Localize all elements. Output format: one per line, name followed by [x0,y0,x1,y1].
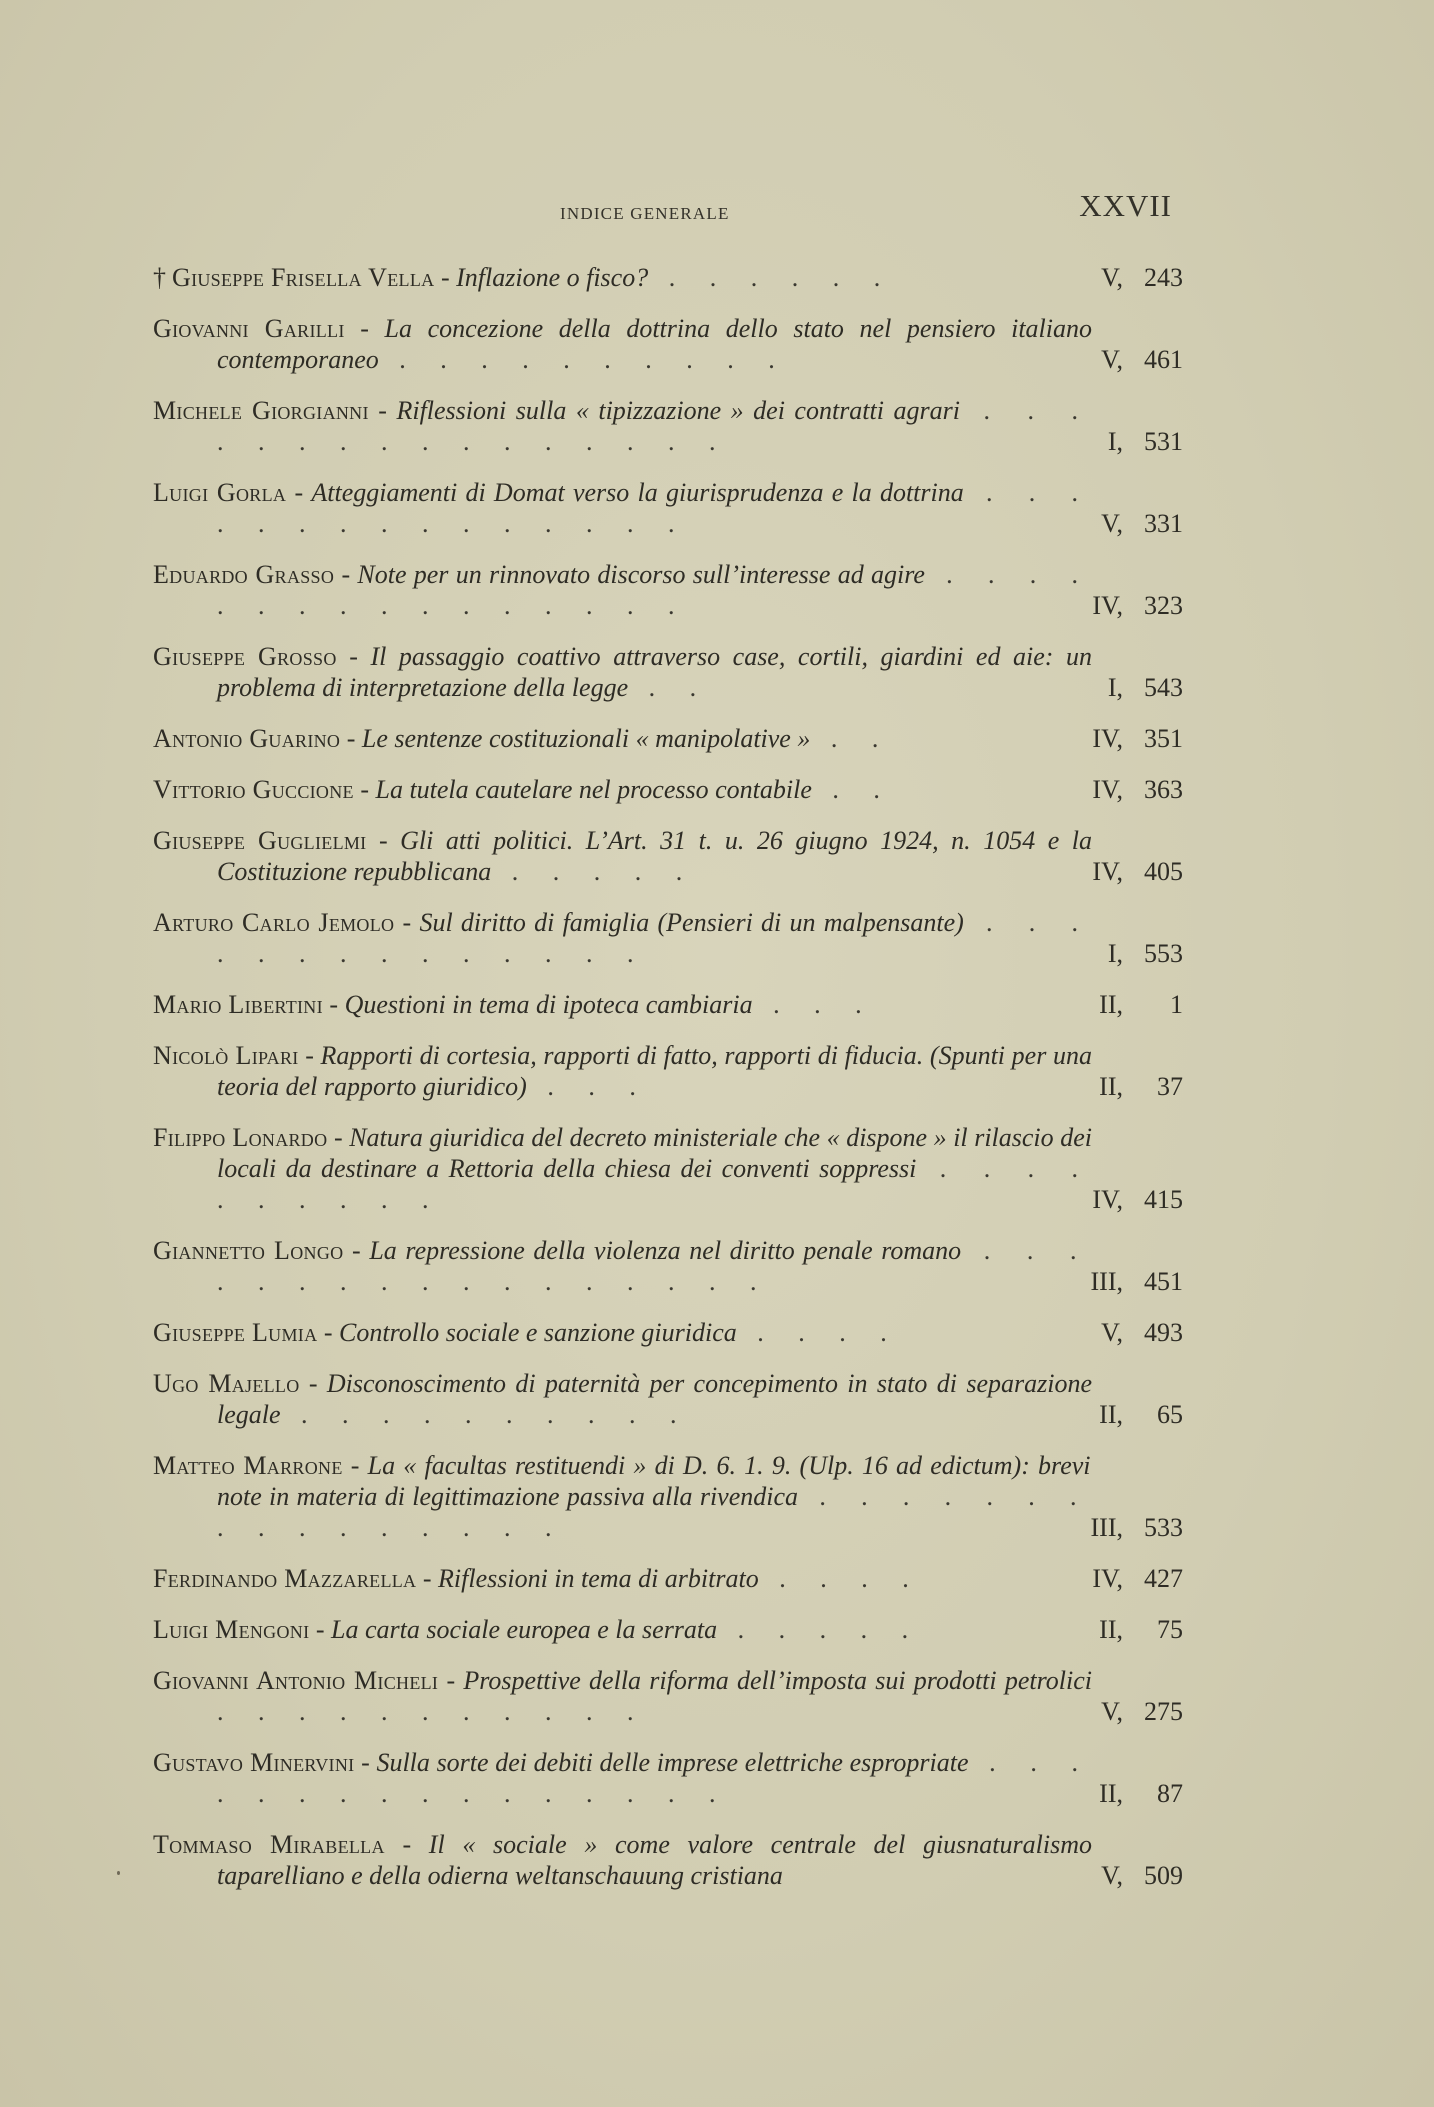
entry-title: La « facultas restituendi » di D. 6. 1. 9. (Ulp. 16 ad edictum): brevi note in materia di legittimazione passiva alla rivendica [217,1451,1091,1511]
entry-text [153,1317,1092,1348]
toc-entry [153,1829,1183,1891]
entry-text [153,1368,1092,1430]
entry-text [153,395,1092,457]
entry-reference [1092,1317,1183,1348]
volume-number: V, [1101,263,1123,292]
page-reference: 451 [1144,1267,1183,1296]
entry-text [153,825,1092,887]
dot-leader: . . [811,775,894,804]
entry-title: Note per un rinnovato discorso sull’interesse ad agire [357,560,925,589]
entry-title: Riflessioni sulla « tipizzazione » dei contratti agrari [396,396,960,425]
entry-author: Matteo Marrone [153,1451,343,1480]
entry-title: Atteggiamenti di Domat verso la giurisprudenza e la dottrina [311,478,964,507]
dot-leader: . . . . . . . . . . . [217,1697,648,1726]
toc-entry [153,313,1183,375]
entry-reference [1092,1696,1183,1727]
dot-leader: . . . . . . . . . . . . . . . . [217,1748,1093,1808]
volume-number: IV, [1092,857,1123,886]
volume-number: III, [1090,1267,1123,1296]
entry-reference [1092,1563,1183,1594]
entry-title: Natura giuridica del decreto ministeriale che « dispone » il rilascio dei locali da destinare a Rettoria della chiesa dei conventi soppressi [217,1123,1092,1183]
entry-author: Luigi Gorla [153,478,287,507]
volume-number: IV, [1092,1185,1123,1214]
toc-entry [153,989,1183,1020]
volume-number: IV, [1092,775,1123,804]
dot-leader: . . [810,724,893,753]
entry-text [153,641,1092,703]
entry-reference [1092,672,1183,703]
entry-author: Ugo Majello [153,1369,300,1398]
page-reference: 543 [1144,673,1183,702]
toc-entry [153,825,1183,887]
author-title-separator: - [317,1318,340,1347]
toc-entry [153,1235,1183,1297]
volume-number: IV, [1092,724,1123,753]
page-reference: 553 [1144,939,1183,968]
entry-author: Antonio Guarino [153,724,341,753]
entry-author: Giuseppe Guglielmi [153,826,367,855]
page-reference: 415 [1144,1185,1183,1214]
author-title-separator: - [343,1236,370,1265]
entry-text [153,1563,1092,1594]
page-reference: 363 [1144,775,1183,804]
entry-title: La repressione della violenza nel diritto penale romano [369,1236,962,1265]
entry-title: Disconoscimento di paternità per concepimento in stato di separazione legale [217,1369,1092,1429]
entry-text [153,1614,1092,1645]
page-reference: 75 [1157,1615,1183,1644]
entry-reference [1092,1184,1183,1215]
toc-entry [153,262,1183,293]
entry-title: Il passaggio coattivo attraverso case, cortili, giardini ed aie: un problema di interpretazione della legge [217,642,1092,702]
author-title-separator: - [438,1666,464,1695]
entry-author: Tommaso Mirabella [153,1830,385,1859]
volume-number: I, [1107,939,1123,968]
author-title-separator: - [327,1123,350,1152]
running-title: INDICE GENERALE [560,204,730,223]
volume-number: V, [1101,345,1123,374]
page-reference: 351 [1144,724,1183,753]
entry-text [153,262,1092,293]
entry-reference [1092,774,1183,805]
entry-reference [1092,508,1183,539]
volume-number: I, [1107,427,1123,456]
page-reference: 461 [1144,345,1183,374]
table-of-contents [153,262,1183,1911]
toc-entry [153,907,1183,969]
entry-author: Michele Giorgianni [153,396,369,425]
entry-text [153,989,1092,1020]
page-number: XXVII [1079,188,1172,223]
volume-number: I, [1107,673,1123,702]
entry-title: La concezione della dottrina dello stato nel pensiero italiano contemporaneo [217,314,1092,374]
entry-reference [1092,1071,1183,1102]
volume-number: II, [1099,990,1123,1019]
entry-title: Riflessioni in tema di arbitrato [438,1564,759,1593]
page-reference: 405 [1144,857,1183,886]
dot-leader: . . . . . . . . . . [280,1400,691,1429]
entry-reference [1092,1399,1183,1430]
author-title-separator: - [286,478,312,507]
author-title-separator: - [309,1615,332,1644]
entry-text [153,1235,1091,1297]
page-reference: 509 [1144,1861,1183,1890]
author-title-separator: - [416,1564,439,1593]
entry-text [153,907,1092,969]
entry-reference [1092,1860,1183,1891]
page-header [150,188,1185,232]
toc-entry [153,641,1183,703]
entry-title: Il « sociale » come valore centrale del giusnaturalismo taparelliano e della odierna weltanschauung cristiana [217,1830,1092,1890]
author-title-separator: - [334,560,358,589]
entry-title: Le sentenze costituzionali « manipolative » [361,724,811,753]
author-title-separator: - [384,1830,429,1859]
page-reference: 275 [1144,1697,1183,1726]
entry-author: Giuseppe Lumia [153,1318,318,1347]
volume-number: IV, [1092,591,1123,620]
dot-leader: . . . . . . . . . . . . . . . . [217,560,1093,620]
dot-leader: . . . . . . . . . . . . . . [217,908,1092,968]
dot-leader: . . . [526,1072,650,1101]
entry-reference [1092,856,1183,887]
author-title-separator: - [299,1369,327,1398]
entry-text [153,1450,1091,1543]
entry-title: Inflazione o fisco? [456,263,649,292]
toc-entry [153,1614,1183,1645]
entry-title: Sulla sorte dei debiti delle imprese elettriche espropriate [376,1748,969,1777]
author-title-separator: - [336,642,371,671]
dot-leader: . . . [752,990,876,1019]
entry-text [153,1665,1092,1727]
entry-text [153,1122,1092,1215]
entry-text [153,559,1092,621]
entry-title: Controllo sociale e sanzione giuridica [339,1318,737,1347]
entry-author: Giovanni Garilli [153,314,345,343]
toc-entry [153,1747,1183,1809]
entry-title: Rapporti di cortesia, rapporti di fatto, rapporti di fiducia. (Spunti per una teoria del rapporto giuridico) [217,1041,1092,1101]
toc-entry [153,395,1183,457]
page-reference: 427 [1144,1564,1183,1593]
volume-number: V, [1101,1318,1123,1347]
dot-leader: . . . . . . . . . . . . . . . [217,478,1092,538]
paper-speck [117,1871,120,1875]
page-reference: 243 [1144,263,1183,292]
author-title-separator: - [298,1041,321,1070]
entry-title: Sul diritto di famiglia (Pensieri di un malpensante) [419,908,964,937]
dot-leader: . . . . . . . . . . . . . . . . [217,396,1092,456]
page-reference: 65 [1157,1400,1183,1429]
page-reference: 1 [1170,990,1183,1019]
entry-title: La tutela cautelare nel processo contabile [375,775,812,804]
volume-number: IV, [1092,1564,1123,1593]
entry-author: Filippo Lonardo [153,1123,328,1152]
entry-reference [1091,1266,1183,1297]
author-title-separator: - [344,314,385,343]
entry-reference [1092,426,1183,457]
toc-entry [153,1317,1183,1348]
author-title-separator: - [394,908,420,937]
entry-title: La carta sociale europea e la serrata [331,1615,718,1644]
entry-text [153,1747,1092,1809]
entry-author: Eduardo Grasso [153,560,335,589]
entry-reference [1092,262,1183,293]
entry-text [153,477,1092,539]
page-reference: 87 [1157,1779,1183,1808]
page-reference: 323 [1144,591,1183,620]
entry-author: Arturo Carlo Jemolo [153,908,395,937]
dot-leader: . . . . . . [648,263,895,292]
page-reference: 37 [1157,1072,1183,1101]
toc-entry [153,1563,1183,1594]
entry-title: Prospettive della riforma dell’imposta sui prodotti petrolici [463,1666,1092,1695]
toc-entry [153,559,1183,621]
entry-reference [1092,590,1183,621]
entry-reference [1091,1512,1183,1543]
entry-author: Giovanni Antonio Micheli [153,1666,439,1695]
author-title-separator: - [368,396,397,425]
author-title-separator: - [322,990,345,1019]
entry-author: Nicolò Lipari [153,1041,299,1070]
volume-number: V, [1101,1697,1123,1726]
author-title-separator: - [353,775,376,804]
deceased-dagger-icon: † [153,263,166,292]
entry-reference [1092,938,1183,969]
volume-number: III, [1090,1513,1123,1542]
author-title-separator: - [354,1748,377,1777]
volume-number: II, [1099,1615,1123,1644]
page-reference: 531 [1144,427,1183,456]
author-title-separator: - [434,263,457,292]
entry-author: Gustavo Minervini [153,1748,355,1777]
volume-number: II, [1099,1400,1123,1429]
toc-entry [153,1040,1183,1102]
volume-number: II, [1099,1779,1123,1808]
dot-leader: . . . . . . . . . . . . . . . . . [217,1236,1091,1296]
dot-leader: . . . . . [491,857,697,886]
author-title-separator: - [340,724,362,753]
toc-entry [153,1450,1183,1543]
entry-author: Mario Libertini [153,990,323,1019]
author-title-separator: - [342,1451,368,1480]
entry-reference [1092,1778,1183,1809]
entry-text [153,1040,1092,1102]
entry-text [153,313,1092,375]
entry-author: Giuseppe Frisella Vella [172,263,435,292]
author-title-separator: - [366,826,401,855]
volume-number: V, [1101,1861,1123,1890]
volume-number: V, [1101,509,1123,538]
entry-text [153,723,1092,754]
toc-entry [153,1122,1183,1215]
entry-reference [1092,344,1183,375]
toc-entry [153,1368,1183,1430]
page-reference: 533 [1144,1513,1183,1542]
entry-text [153,774,1092,805]
entry-text [153,1829,1092,1891]
toc-entry [153,774,1183,805]
entry-reference [1092,723,1183,754]
entry-title: Gli atti politici. L’Art. 31 t. u. 26 giugno 1924, n. 1054 e la Costituzione repubblicana [217,826,1092,886]
entry-author: Vittorio Guccione [153,775,354,804]
dot-leader: . . . . [758,1564,923,1593]
dot-leader: . . [628,673,711,702]
entry-author: Ferdinando Mazzarella [153,1564,417,1593]
entry-reference [1092,989,1183,1020]
toc-entry [153,477,1183,539]
entry-reference [1092,1614,1183,1645]
toc-entry [153,723,1183,754]
toc-entry [153,1665,1183,1727]
entry-author: Giannetto Longo [153,1236,344,1265]
entry-title: Questioni in tema di ipoteca cambiaria [344,990,753,1019]
entry-author: Luigi Mengoni [153,1615,310,1644]
dot-leader: . . . . [736,1318,901,1347]
page-reference: 331 [1144,509,1183,538]
entry-author: Giuseppe Grosso [153,642,337,671]
dot-leader: . . . . . [717,1615,923,1644]
dot-leader: . . . . . . . . . . . . . . . . [217,1482,1091,1542]
volume-number: II, [1099,1072,1123,1101]
dot-leader: . . . . . . . . . . [217,1154,1093,1214]
dot-leader: . . . . . . . . . . [378,345,789,374]
page-reference: 493 [1144,1318,1183,1347]
